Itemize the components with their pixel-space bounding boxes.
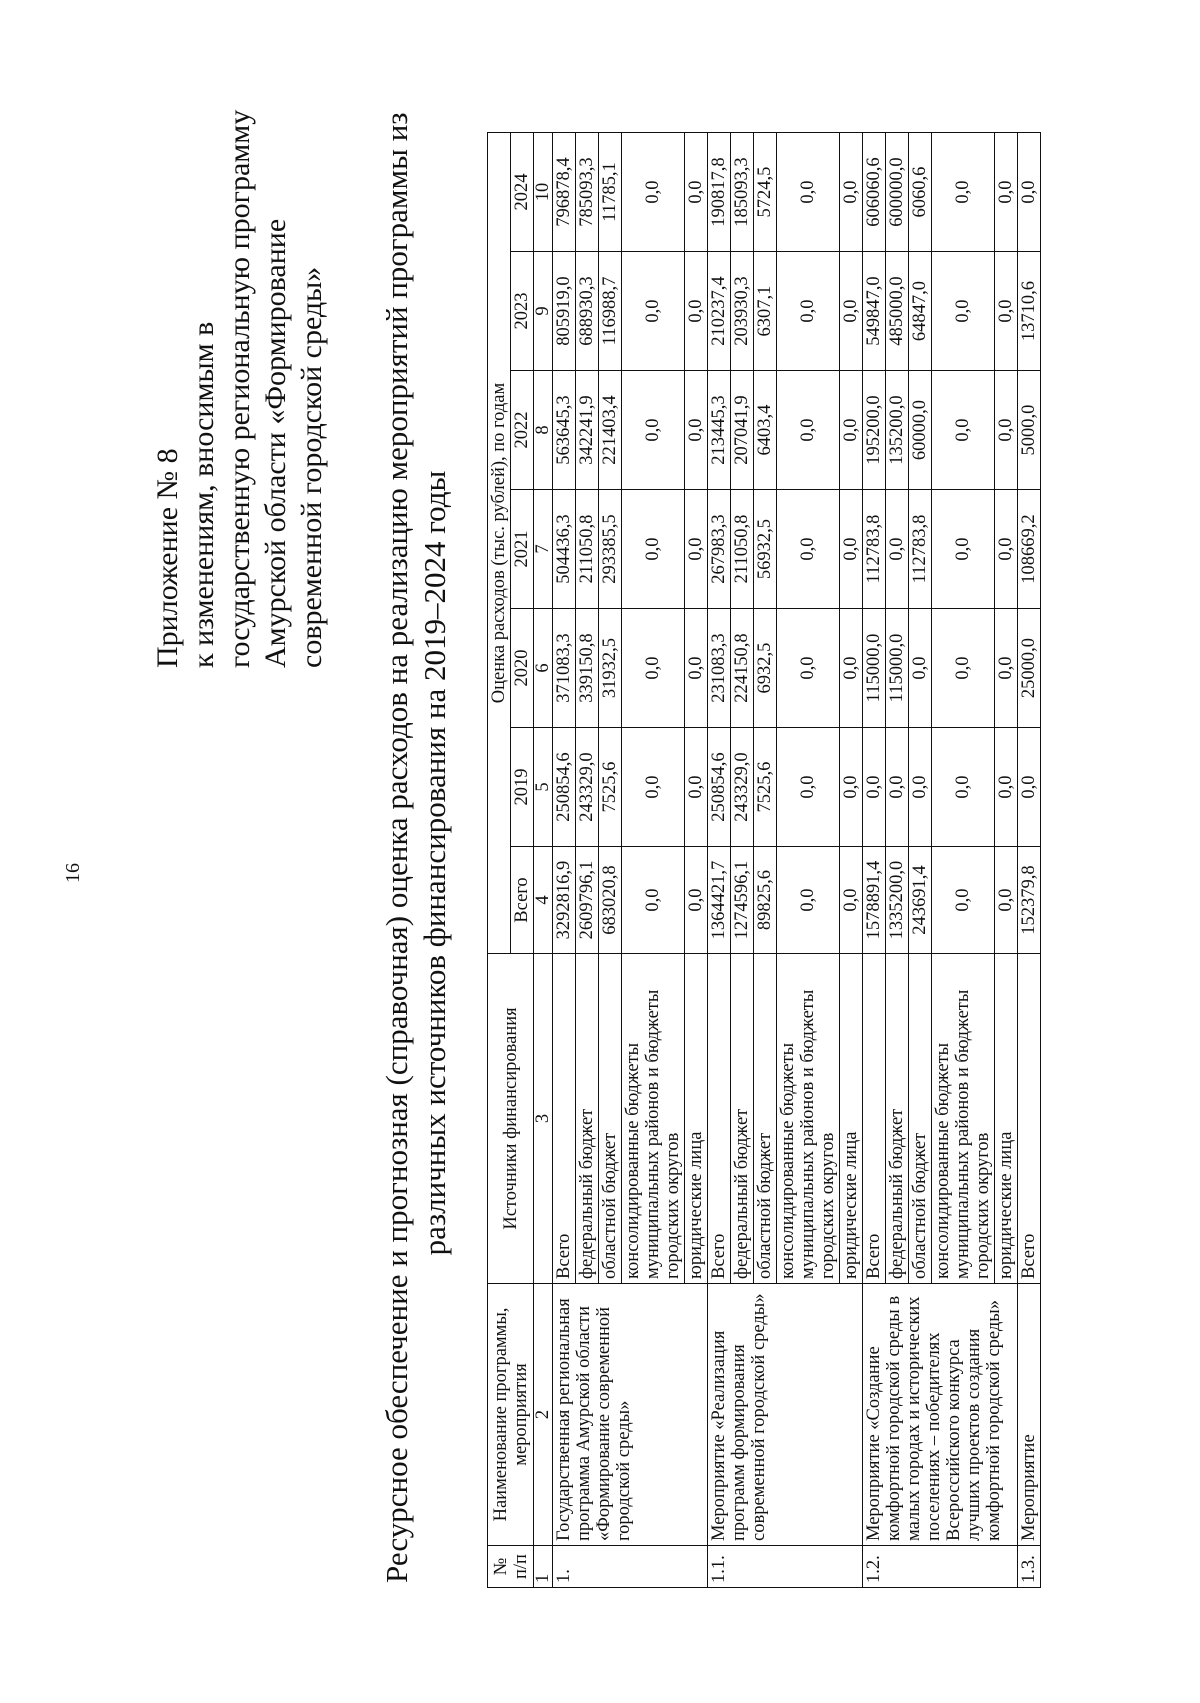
value-year: 56932,5 [754,490,777,609]
value-year: 115000,0 [886,609,909,728]
value-year: 0,0 [909,728,932,847]
value-year: 190817,8 [708,133,731,252]
value-year: 0,0 [685,490,708,609]
appendix-line: государственную региональную программу [223,109,256,668]
value-year: 250854,6 [708,728,731,847]
header-year: 2021 [511,490,534,609]
funding-source: консолидированные бюджеты муниципальных районов и бюджеты городских округов [622,954,685,1284]
funding-source: федеральный бюджет [731,954,754,1284]
value-year: 0,0 [932,728,995,847]
value-total: 1578891,4 [863,847,886,954]
budget-table [487,132,1041,1588]
funding-source: Всего [553,954,576,1284]
value-year: 116988,7 [599,252,622,371]
funding-source: юридические лица [685,954,708,1284]
value-year: 0,0 [995,133,1018,252]
value-year: 0,0 [932,371,995,490]
header-total: Всего [511,847,534,954]
value-year: 805919,0 [553,252,576,371]
value-year: 563645,3 [553,371,576,490]
value-year: 210237,4 [708,252,731,371]
value-year: 785093,3 [576,133,599,252]
value-year: 31932,5 [599,609,622,728]
column-number: 1 [534,1546,553,1588]
header-year: 2023 [511,252,534,371]
header-name: Наименование программы, мероприятия [488,1284,534,1546]
value-year: 0,0 [777,371,840,490]
column-number: 9 [534,252,553,371]
table-row [1018,133,1041,1588]
value-year: 6060,6 [909,133,932,252]
header-year: 2024 [511,133,534,252]
header-source: Источники финансирования [488,954,534,1284]
item-name: Мероприятие «Создание комфортной городской среды в малых городах и исторических поселениях – победителях Всероссийского конкурса лучших проектов создания комфортной городской среды» [863,1284,1018,1546]
value-year: 0,0 [622,728,685,847]
value-year: 0,0 [777,133,840,252]
appendix-line: Приложение № 8 [151,448,184,668]
item-number: 1. [553,1546,708,1588]
column-number: 2 [534,1284,553,1546]
funding-source: Всего [1018,954,1041,1284]
value-year: 0,0 [840,252,863,371]
value-year: 688930,3 [576,252,599,371]
value-year: 0,0 [995,728,1018,847]
value-year: 6932,5 [754,609,777,728]
value-year: 371083,3 [553,609,576,728]
value-year: 213445,3 [708,371,731,490]
value-year: 0,0 [932,133,995,252]
value-year: 6403,4 [754,371,777,490]
value-year: 13710,6 [1018,252,1041,371]
column-number: 3 [534,954,553,1284]
value-year: 293385,5 [599,490,622,609]
value-year: 115000,0 [863,609,886,728]
value-year: 0,0 [840,609,863,728]
value-year: 0,0 [995,609,1018,728]
funding-source: консолидированные бюджеты муниципальных районов и бюджеты городских округов [932,954,995,1284]
value-total: 0,0 [995,847,1018,954]
value-year: 0,0 [1018,728,1041,847]
value-year: 0,0 [840,371,863,490]
value-year: 0,0 [777,609,840,728]
item-number: 1.1. [708,1546,863,1588]
value-total: 0,0 [840,847,863,954]
value-year: 207041,9 [731,371,754,490]
value-year: 203930,3 [731,252,754,371]
value-year: 0,0 [622,252,685,371]
header-year: 2019 [511,728,534,847]
value-year: 0,0 [863,728,886,847]
value-year: 224150,8 [731,609,754,728]
value-year: 0,0 [995,252,1018,371]
funding-source: юридические лица [840,954,863,1284]
value-year: 5000,0 [1018,371,1041,490]
document-title [378,112,454,1583]
value-year: 796878,4 [553,133,576,252]
value-year: 504436,3 [553,490,576,609]
column-number: 7 [534,490,553,609]
value-year: 108669,2 [1018,490,1041,609]
value-year: 0,0 [886,490,909,609]
value-year: 7525,6 [754,728,777,847]
value-year: 0,0 [932,490,995,609]
value-year: 0,0 [685,133,708,252]
value-year: 250854,6 [553,728,576,847]
funding-source: областной бюджет [754,954,777,1284]
value-year: 243329,0 [731,728,754,847]
value-year: 0,0 [886,728,909,847]
funding-source: федеральный бюджет [886,954,909,1284]
item-number: 1.2. [863,1546,1018,1588]
value-year: 0,0 [685,252,708,371]
column-number: 5 [534,728,553,847]
value-year: 231083,3 [708,609,731,728]
value-total: 1274596,1 [731,847,754,954]
value-total: 1364421,7 [708,847,731,954]
column-number: 8 [534,371,553,490]
funding-source: юридические лица [995,954,1018,1284]
value-total: 683020,8 [599,847,622,954]
funding-source: федеральный бюджет [576,954,599,1284]
value-total: 1335200,0 [886,847,909,954]
value-year: 0,0 [840,728,863,847]
column-number: 10 [534,133,553,252]
value-year: 342241,9 [576,371,599,490]
appendix-line: к изменениям, вносимым в [187,321,220,668]
value-total: 0,0 [622,847,685,954]
value-total: 89825,6 [754,847,777,954]
value-year: 221403,4 [599,371,622,490]
value-year: 0,0 [840,490,863,609]
value-year: 0,0 [622,133,685,252]
value-year: 600000,0 [886,133,909,252]
item-name: Мероприятие «Реализация программ формирования современной городской среды» [708,1284,863,1546]
value-year: 0,0 [622,609,685,728]
value-year: 0,0 [622,490,685,609]
value-year: 0,0 [685,728,708,847]
column-number: 4 [534,847,553,954]
appendix-line: современной городской среды» [295,266,328,668]
value-total: 0,0 [932,847,995,954]
header-year: 2022 [511,371,534,490]
value-total: 0,0 [685,847,708,954]
value-year: 0,0 [777,728,840,847]
value-year: 135200,0 [886,371,909,490]
value-year: 7525,6 [599,728,622,847]
appendix-note [150,108,330,668]
title-line: различных источников финансирования на 2019–2024 годы [417,470,452,1256]
header-num: № п/п [488,1546,534,1588]
value-year: 0,0 [1018,133,1041,252]
value-year: 606060,6 [863,133,886,252]
page-number: 16 [62,863,84,883]
column-number: 6 [534,609,553,728]
header-estimate: Оценка расходов (тыс. рублей), по годам [488,133,511,954]
value-total: 0,0 [777,847,840,954]
value-year: 0,0 [909,609,932,728]
value-year: 25000,0 [1018,609,1041,728]
value-year: 64847,0 [909,252,932,371]
value-year: 6307,1 [754,252,777,371]
value-year: 112783,8 [909,490,932,609]
table-row [708,133,731,1588]
value-year: 5724,5 [754,133,777,252]
funding-source: консолидированные бюджеты муниципальных районов и бюджеты городских округов [777,954,840,1284]
value-year: 0,0 [932,252,995,371]
table-row [863,133,886,1588]
funding-source: областной бюджет [599,954,622,1284]
value-total: 243691,4 [909,847,932,954]
value-year: 211050,8 [576,490,599,609]
value-year: 112783,8 [863,490,886,609]
value-total: 152379,8 [1018,847,1041,954]
value-year: 0,0 [995,371,1018,490]
value-total: 2609796,1 [576,847,599,954]
value-year: 0,0 [685,609,708,728]
value-year: 485000,0 [886,252,909,371]
value-year: 339150,8 [576,609,599,728]
value-year: 0,0 [995,490,1018,609]
value-year: 195200,0 [863,371,886,490]
value-year: 0,0 [777,252,840,371]
value-total: 3292816,9 [553,847,576,954]
item-number: 1.3. [1018,1546,1041,1588]
value-year: 0,0 [777,490,840,609]
value-year: 11785,1 [599,133,622,252]
value-year: 0,0 [840,133,863,252]
value-year: 267983,3 [708,490,731,609]
value-year: 185093,3 [731,133,754,252]
item-name: Мероприятие [1018,1284,1041,1546]
funding-source: областной бюджет [909,954,932,1284]
value-year: 60000,0 [909,371,932,490]
value-year: 243329,0 [576,728,599,847]
value-year: 549847,0 [863,252,886,371]
funding-source: Всего [708,954,731,1284]
appendix-line: Амурской области «Формирование [259,218,292,668]
value-year: 0,0 [685,371,708,490]
header-year: 2020 [511,609,534,728]
item-name: Государственная региональная программа Амурской области «Формирование современной городской среды» [553,1284,708,1546]
value-year: 0,0 [932,609,995,728]
title-line: Ресурсное обеспечение и прогнозная (справочная) оценка расходов на реализацию мероприятий программы из [379,112,414,1583]
value-year: 211050,8 [731,490,754,609]
value-year: 0,0 [622,371,685,490]
table-row [553,133,576,1588]
funding-source: Всего [863,954,886,1284]
table-body [553,133,1041,1588]
